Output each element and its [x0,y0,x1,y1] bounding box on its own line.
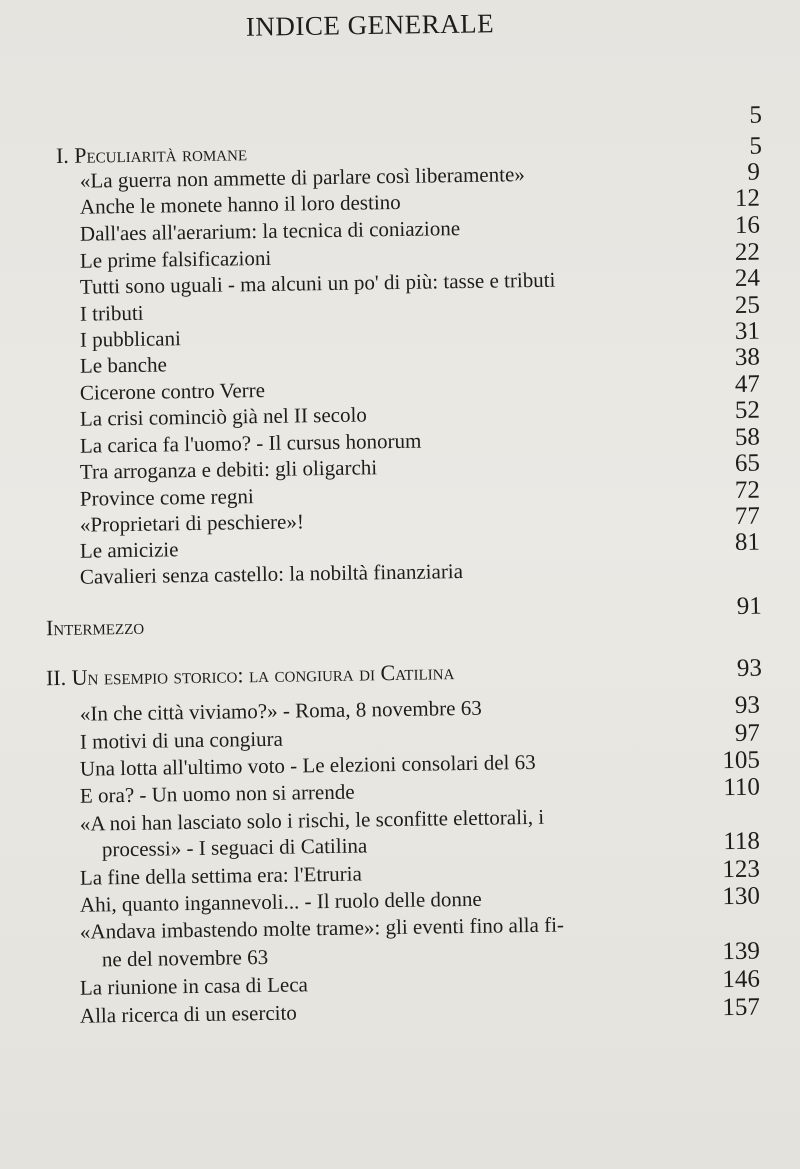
entry-title: «Proprietari di peschiere»! [79,509,305,537]
entry-title: La crisi cominciò già nel II secolo [79,402,368,431]
page-number: 123 [722,855,761,884]
page-number: 65 [734,449,761,477]
page-number: 25 [734,291,761,319]
entry-title: La riunione in casa di Leca [79,972,309,1000]
entry-title: «Andava imbastendo molte trame»: gli eventi fino alla fi- [79,912,565,944]
entry-title: Le banche [79,352,167,378]
page-number: 58 [734,423,761,451]
entry-title: Dall'aes all'aerarium: la tecnica di coniazione [79,216,461,246]
entry-title: Tra arroganza e debiti: gli oligarchi [79,455,378,484]
page-number: 146 [722,965,761,994]
entry-title: Province come regni [79,484,254,511]
entry-title: E ora? - Un uomo non si arrende [79,779,355,808]
entry-title: ne del novembre 63 [101,944,269,972]
page-title: INDICE GENERALE [245,8,495,42]
page-number: 16 [734,211,761,239]
page-number: 38 [734,343,761,371]
entry-title: I tributi [79,300,144,326]
entry-title: Tutti sono uguali - ma alcuni un po' di più: tasse e tributi [79,267,556,299]
page-number: 93 [736,654,763,682]
chapter-title: I. Peculiarità romane [55,140,248,169]
page-number: 97 [734,719,761,747]
entry-title: processi» - I seguaci di Catilina [101,833,368,862]
page-number: 52 [734,396,761,424]
page-number: 31 [734,317,761,345]
page-number: 110 [723,773,761,802]
entry-title: La fine della settima era: l'Etruria [79,861,363,890]
entry-title: Le prime falsificazioni [79,245,272,273]
entry-title: Ahi, quanto ingannevoli... - Il ruolo delle donne [79,886,482,917]
page-number: 93 [734,691,761,719]
entry-title: Le amicizie [79,537,179,563]
entry-title: «In che città viviamo?» - Roma, 8 novembre 63 [79,695,482,726]
page-number: 72 [734,476,761,504]
toc-chapter-row [0,592,800,646]
toc-chapter-row [0,654,800,696]
page-number: 24 [734,264,761,292]
entry-title: «La guerra non ammette di parlare così liberamente» [79,162,525,193]
page-number: 5 [749,132,763,160]
page-number: 9 [747,158,761,186]
chapter-title: II. Un esempio storico: la congiura di Catilina [45,659,455,691]
page-number: 12 [734,184,761,212]
page-number: 130 [722,882,761,911]
page-number: 91 [736,592,762,620]
page-number: 118 [723,827,761,856]
page-number: 47 [734,370,761,398]
page-number: 22 [734,238,761,266]
entry-title: Cavalieri senza castello: la nobiltà finanziaria [79,559,464,589]
intermezzo-title: Intermezzo [45,613,145,641]
entry-title: Cicerone contro Verre [79,377,266,405]
entry-title: «A noi han lasciato solo i rischi, le sconfitte elettorali, i [79,804,545,836]
entry-title: La carica fa l'uomo? - Il cursus honorum [79,428,422,458]
page-number: 81 [734,528,761,556]
page-number: 139 [722,937,761,966]
page-number: 157 [722,993,761,1022]
entry-title: I motivi di una congiura [79,726,284,754]
page-number: 77 [734,502,761,530]
entry-title: Anche le monete hanno il loro destino [79,189,401,219]
entry-title: I pubblicani [79,326,182,352]
page-number: 105 [722,746,761,775]
entry-title: Alla ricerca di un esercito [79,1000,297,1028]
page-number: 5 [749,101,763,129]
entry-title: Una lotta all'ultimo voto - Le elezioni consolari del 63 [79,749,536,781]
